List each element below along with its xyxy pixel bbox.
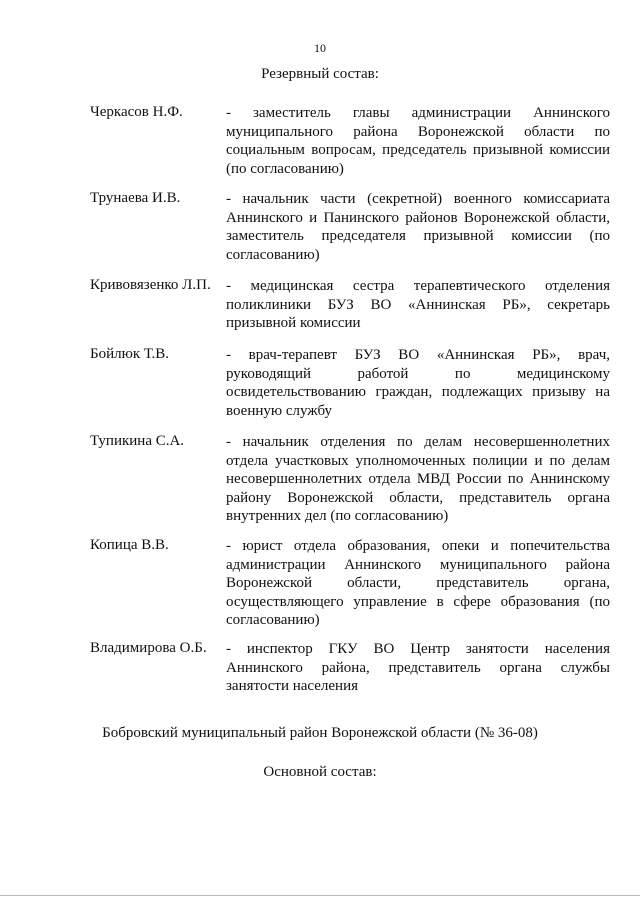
member-name: Копица В.В.: [90, 537, 169, 553]
member-role: - инспектор ГКУ ВО Центр занятости населения Аннинского района, представитель органа службы занятости населения: [226, 641, 610, 694]
member-role: - врач-терапевт БУЗ ВО «Аннинская РБ», врач, руководящий работой по медицинскому освидетельствованию граждан, подлежащих призыву на военную службу: [226, 347, 610, 419]
member-role: - юрист отдела образования, опеки и попечительства администрации Аннинского муниципального района Воронежской области, представитель органа, осуществляющего управление в сфере образования (по согласованию): [226, 538, 610, 628]
page-number: 10: [314, 41, 326, 55]
main-heading: Основной состав:: [263, 764, 377, 780]
member-name: Трунаева И.В.: [90, 190, 181, 206]
member-name: Кривовязенко Л.П.: [90, 277, 211, 293]
member-role: - начальник части (секретной) военного комиссариата Аннинского и Панинского районов Воронежской области, заместитель председателя призывной комиссии (по согласованию): [226, 191, 610, 263]
reserve-heading: Резервный состав:: [261, 66, 379, 82]
member-name: Бойлюк Т.В.: [90, 346, 170, 362]
member-role: - медицинская сестра терапевтического отделения поликлиники БУЗ ВО «Аннинская РБ», секретарь призывной комиссии: [226, 278, 610, 331]
member-role: - заместитель главы администрации Аннинского муниципального района Воронежской области по социальным вопросам, председатель призывной комиссии (по согласованию): [226, 105, 610, 177]
member-role: - начальник отделения по делам несовершеннолетних отдела участковых уполномоченных полиции и по делам несовершеннолетних отдела МВД России по Аннинскому району Воронежской области, представитель органа внутренних дел (по согласованию): [226, 434, 610, 524]
district-heading: Бобровский муниципальный район Воронежской области (№ 36-08): [102, 725, 538, 741]
member-name: Владимирова О.Б.: [90, 640, 207, 656]
member-name: Черкасов Н.Ф.: [90, 104, 183, 120]
member-name: Тупикина С.А.: [90, 433, 185, 449]
bottom-rule: [0, 895, 640, 896]
